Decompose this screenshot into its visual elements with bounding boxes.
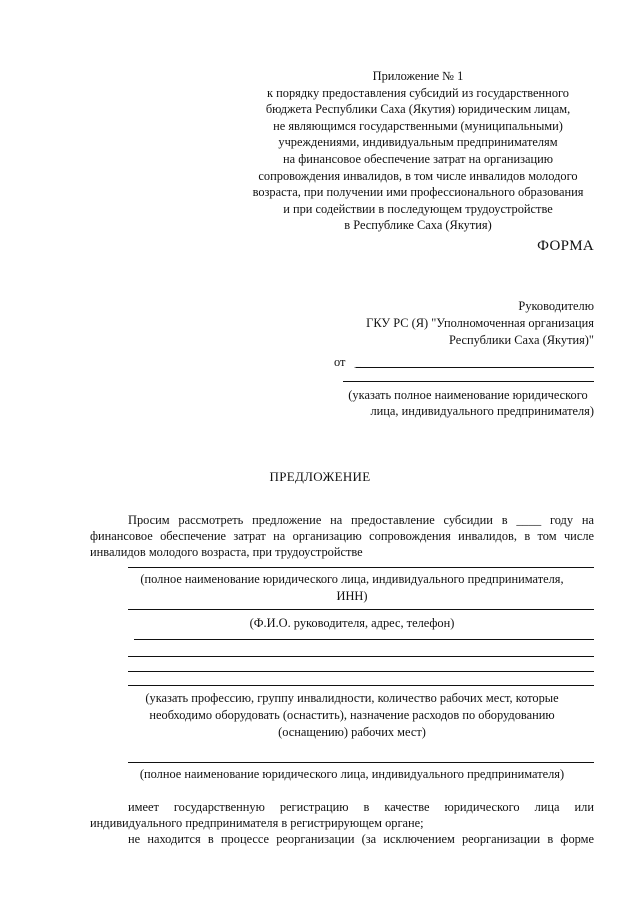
annex-line: не являющимся государственными (муниципальными) [273, 118, 563, 133]
annex-line: в Республике Саха (Якутия) [344, 218, 492, 233]
addressee-line: ГКУ РС (Я) "Уполномоченная организация [366, 316, 594, 330]
fill-line-profession-2 [128, 656, 594, 657]
condition-line: индивидуального предпринимателя в регистрирующем органе; [90, 816, 424, 830]
caption-line: (полное наименование юридического лица, индивидуального предпринимателя, [140, 572, 564, 586]
from-fill-line [356, 367, 594, 368]
caption-legal-entity-inn [100, 571, 604, 605]
fill-line-head-info [128, 609, 594, 610]
addressee-block [366, 298, 594, 349]
annex-line: бюджета Республики Саха (Якутия) юридическим лицам, [265, 102, 571, 117]
fill-line-profession-4 [128, 685, 594, 686]
conditions [90, 799, 594, 847]
condition-line: имеет государственную регистрацию в качестве юридического лица или [128, 800, 594, 814]
annex-line: сопровождения инвалидов, в том числе инвалидов молодого [258, 168, 578, 183]
from-underscore: _ [354, 355, 361, 369]
annex-line: на финансовое обеспечение затрат на организацию [282, 151, 553, 166]
annex-line: к порядку предоставления субсидий из государственного [267, 85, 569, 100]
annex-line: учреждениями, индивидуальным предпринимателям [278, 135, 558, 150]
addressee-line: Руководителю [518, 299, 594, 313]
fill-line-legal-entity-inn [128, 567, 594, 568]
caption-line: необходимо оборудовать (оснастить), назначение расходов по оборудованию [149, 708, 555, 722]
annex-line: возраста, при получении ими профессионального образования [252, 185, 584, 200]
caption-head-info: (Ф.И.О. руководителя, адрес, телефон) [249, 616, 455, 630]
intro-line: финансовое обеспечение затрат на организацию сопровождения инвалидов, в том числе [90, 529, 594, 543]
addressee-line: Республики Саха (Якутия)" [448, 333, 594, 347]
intro-paragraph [90, 512, 594, 560]
intro-line: инвалидов молодого возраста, при трудоустройстве [90, 545, 363, 559]
caption-line: (оснащению) рабочих мест) [278, 725, 426, 739]
fill-line-profession-1 [134, 639, 594, 640]
caption-line: (указать профессию, группу инвалидности, количество рабочих мест, которые [145, 691, 559, 705]
form-label: ФОРМА [537, 238, 594, 254]
fill-line-profession-3 [128, 671, 594, 672]
from-hint [330, 387, 606, 419]
from-field [334, 354, 594, 370]
document-title: ПРЕДЛОЖЕНИЕ [269, 469, 371, 484]
condition-line: не находится в процессе реорганизации (за исключением реорганизации в форме [128, 832, 594, 846]
caption-legal-entity: (полное наименование юридического лица, индивидуального предпринимателя) [139, 767, 565, 781]
caption-profession [100, 690, 604, 741]
from-hint-line: (указать полное наименование юридического [348, 388, 588, 402]
from-label: от [334, 355, 346, 369]
intro-line: Просим рассмотреть предложение на предоставление субсидии в ____ году на [128, 513, 594, 527]
fill-line-legal-entity [128, 762, 594, 763]
from-fill-line-2 [343, 381, 594, 382]
annex-line: и при содействии в последующем трудоустройстве [283, 201, 553, 216]
annex-header [232, 68, 604, 234]
annex-line: Приложение № 1 [372, 69, 464, 83]
from-hint-line: лица, индивидуального предпринимателя) [370, 404, 594, 418]
caption-line: ИНН) [336, 589, 368, 603]
